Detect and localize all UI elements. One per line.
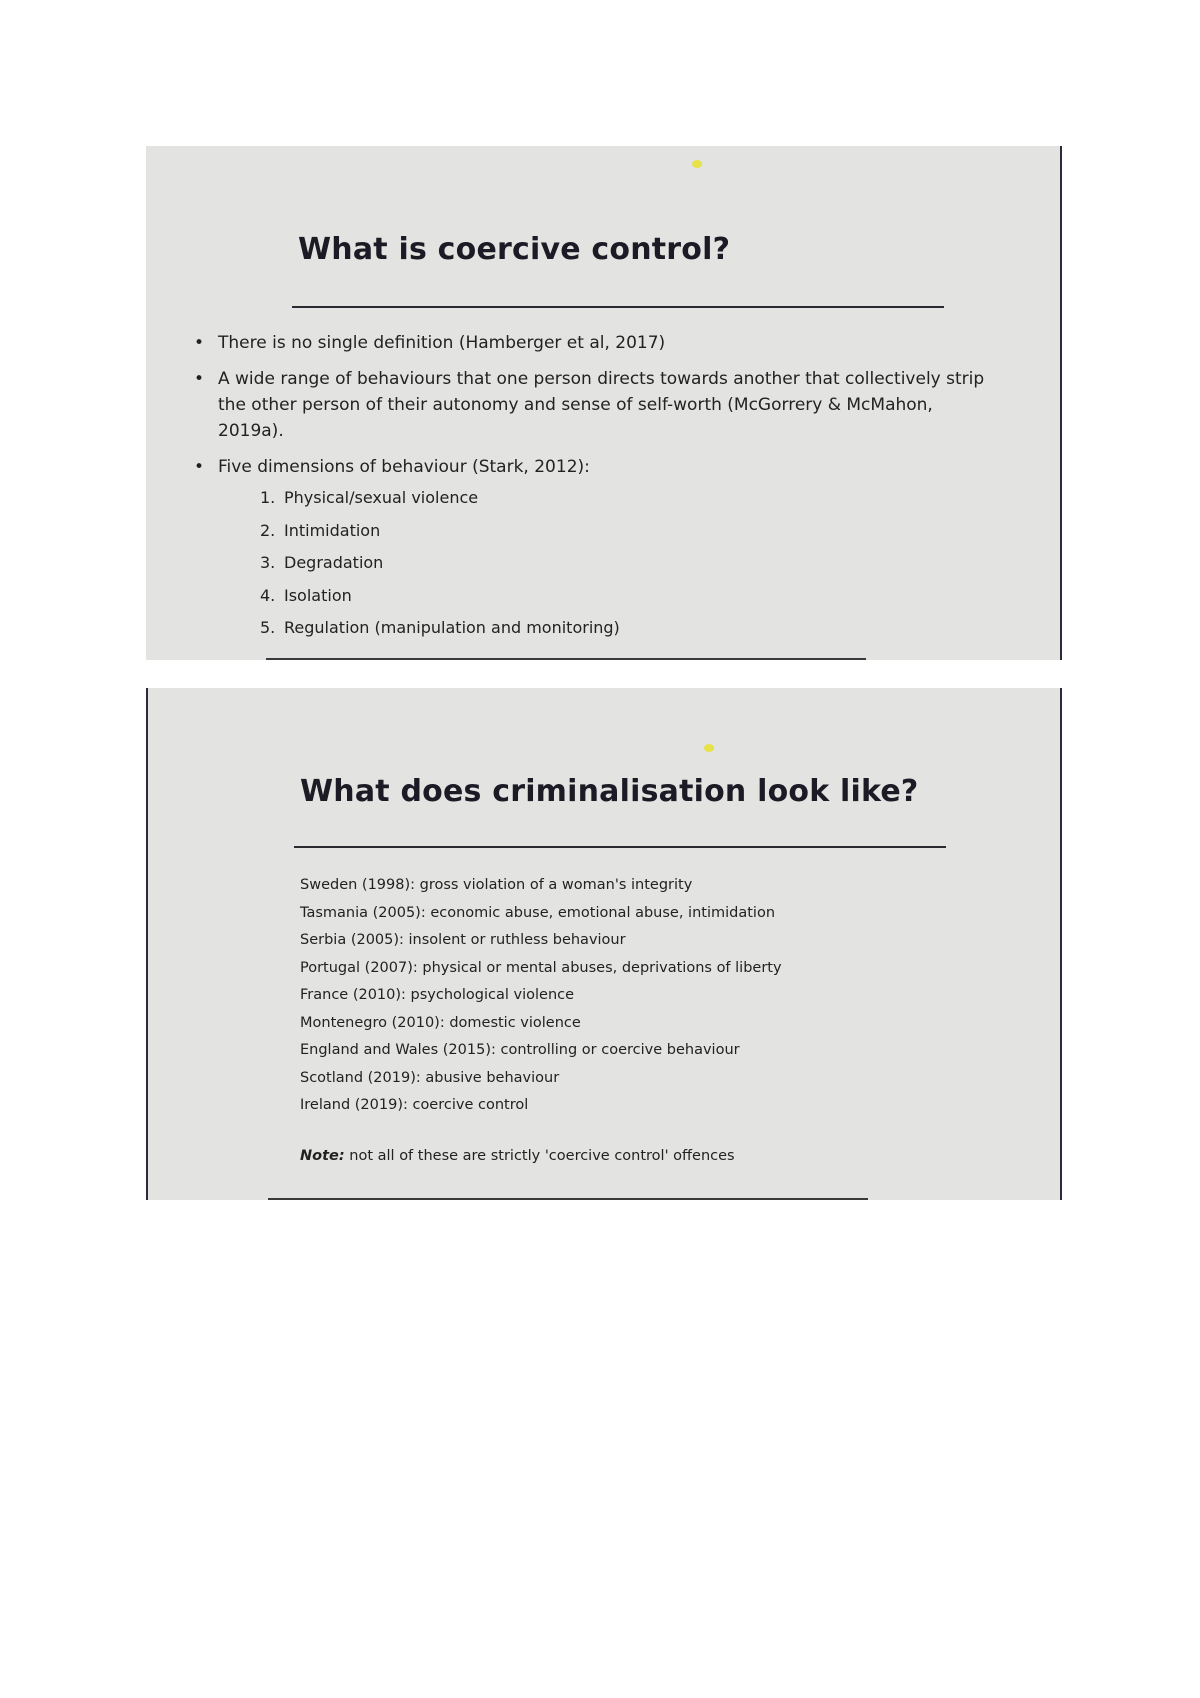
bullet-icon: • [194, 457, 205, 477]
dimension-text: Intimidation [284, 520, 381, 540]
list-item: Portugal (2007): physical or mental abuses, deprivations of liberty [300, 959, 782, 976]
dimension-text: Isolation [284, 585, 352, 605]
list-number: 5. [260, 618, 276, 637]
list-item: Sweden (1998): gross violation of a woman's integrity [300, 877, 693, 893]
list-item: Serbia (2005): insolent or ruthless behaviour [300, 932, 626, 948]
list-item: Tasmania (2005): economic abuse, emotional abuse, intimidation [300, 904, 776, 921]
dimension-text: Physical/sexual violence [284, 488, 479, 507]
criminalisation-list [300, 872, 782, 1120]
dimension-item [260, 482, 620, 515]
list-item: France (2010): psychological violence [300, 987, 575, 1003]
dimension-item [260, 580, 620, 613]
note-text: not all of these are strictly 'coercive control' offences [344, 1148, 735, 1164]
laser-pointer-dot [704, 744, 714, 752]
slide-criminalisation [146, 688, 1062, 1200]
list-number: 4. [260, 585, 276, 605]
bullet-item [190, 330, 990, 356]
slide-title: What is coercive control? [298, 232, 731, 267]
bullet-text: Five dimensions of behaviour (Stark, 2012): [218, 457, 590, 477]
list-item: Scotland (2019): abusive behaviour [300, 1069, 560, 1086]
bullet-item [190, 454, 990, 480]
title-divider [292, 306, 944, 308]
list-item: England and Wales (2015): controlling or coercive behaviour [300, 1042, 740, 1058]
list-number: 3. [260, 553, 276, 572]
slide-coercive-control [146, 146, 1062, 660]
footnote [300, 1148, 735, 1164]
slide-bottom-edge [266, 658, 866, 660]
list-item: Montenegro (2010): domestic violence [300, 1014, 581, 1031]
laser-pointer-dot [692, 160, 702, 168]
list-item: Ireland (2019): coercive control [300, 1097, 529, 1113]
bullet-icon: • [194, 333, 205, 353]
dimension-item [260, 547, 620, 580]
bullet-icon: • [194, 369, 205, 389]
dimension-item [260, 515, 620, 548]
dimension-item [260, 612, 620, 645]
list-number: 2. [260, 520, 276, 540]
dimension-text: Degradation [284, 553, 384, 572]
title-divider [294, 846, 946, 848]
dimension-text: Regulation (manipulation and monitoring) [284, 618, 620, 637]
dimensions-list [260, 482, 620, 645]
bullet-list [190, 330, 990, 490]
bullet-item [190, 366, 990, 444]
slide-bottom-edge [268, 1198, 868, 1200]
bullet-text: A wide range of behaviours that one person directs towards another that collectively strip the other person of their autonomy and sense of self-worth (McGorrery & McMahon, 2019a). [218, 369, 985, 441]
slide-title: What does criminalisation look like? [300, 774, 919, 809]
list-number: 1. [260, 488, 276, 507]
note-label: Note: [300, 1148, 345, 1164]
bullet-text: There is no single definition (Hamberger et al, 2017) [218, 333, 666, 353]
